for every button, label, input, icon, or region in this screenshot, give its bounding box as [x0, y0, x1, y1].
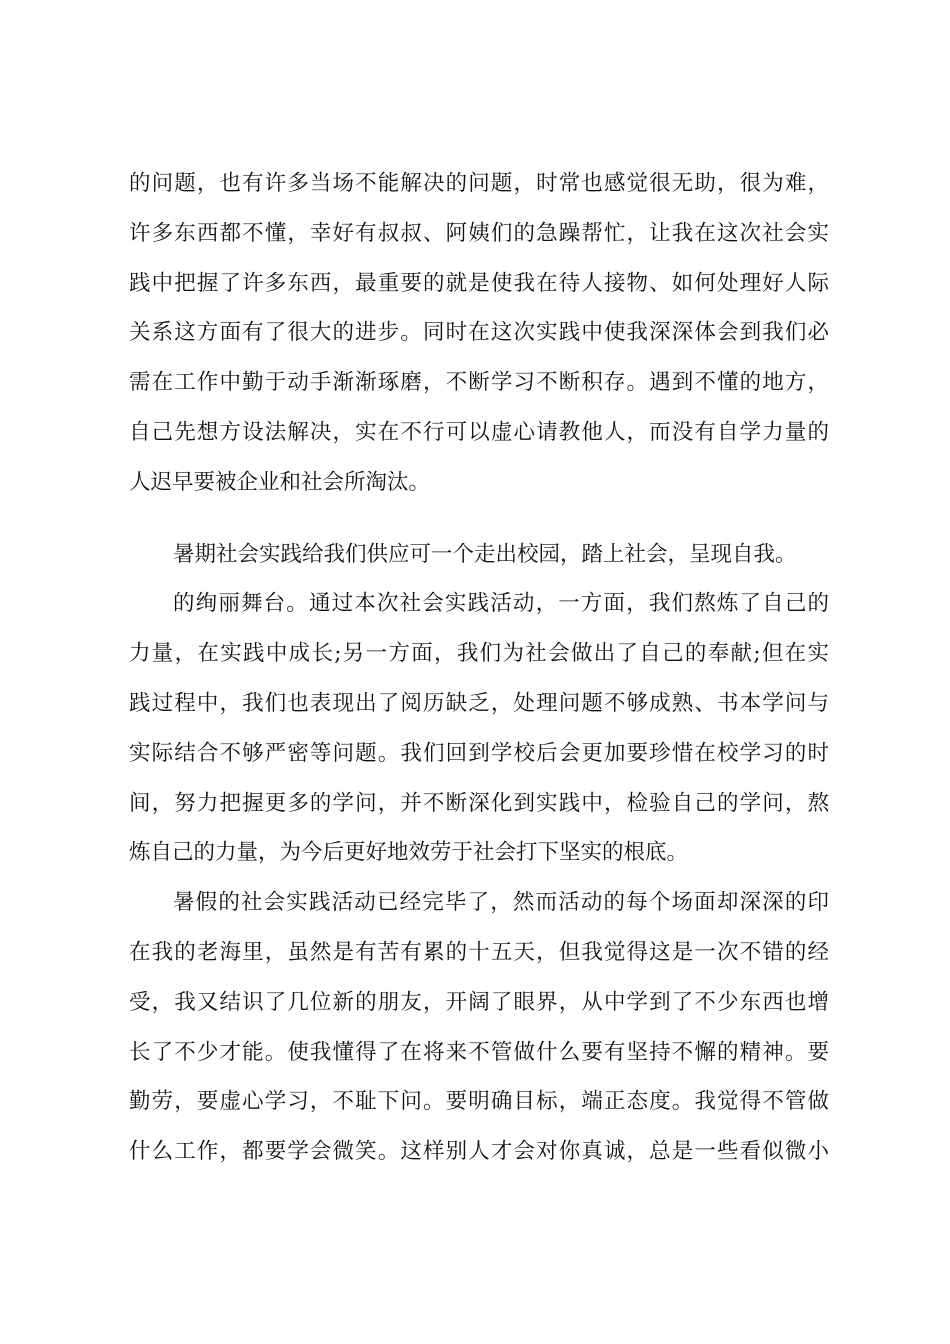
text-line: 暑期社会实践给我们供应可一个走出校园，踏上社会，呈现自我。 — [173, 541, 797, 567]
paragraph — [129, 159, 829, 508]
text-line: 需在工作中勤于动手渐渐琢磨，不断学习不断积存。遇到不懂的地方， — [129, 370, 829, 396]
text-line: 长了不少才能。使我懂得了在将来不管做什么要有坚持不懈的精神。要 — [129, 1039, 829, 1065]
text-line: 人迟早要被企业和社会所淘汰。 — [129, 469, 431, 495]
text-line: 自己先想方设法解决，实在不行可以虚心请教他人，而没有自学力量的 — [129, 419, 829, 445]
text-line: 的绚丽舞台。通过本次社会实践活动，一方面，我们熬炼了自己的 — [173, 591, 829, 617]
paragraph — [129, 878, 829, 1177]
text-line: 许多东西都不懂，幸好有叔叔、阿姨们的急躁帮忙，让我在这次社会实 — [129, 220, 829, 246]
text-line: 炼自己的力量，为今后更好地效劳于社会打下坚实的根底。 — [129, 840, 689, 866]
paragraph — [129, 530, 829, 580]
text-line: 践中把握了许多东西，最重要的就是使我在待人接物、如何处理好人际 — [129, 270, 829, 296]
paragraph — [129, 579, 829, 878]
text-line: 间，努力把握更多的学问，并不断深化到实践中，检验自己的学问，熬 — [129, 790, 829, 816]
text-line: 的问题，也有许多当场不能解决的问题，时常也感觉很无助，很为难， — [129, 171, 829, 196]
text-line: 在我的老海里，虽然是有苦有累的十五天，但我觉得这是一次不错的经 — [129, 939, 829, 965]
text-line: 实际结合不够严密等问题。我们回到学校后会更加要珍惜在校学习的时 — [129, 740, 829, 766]
document-body — [129, 159, 829, 1177]
text-line: 力量，在实践中成长;另一方面，我们为社会做出了自己的奉献;但在实 — [129, 641, 829, 667]
text-line: 关系这方面有了很大的进步。同时在这次实践中使我深深体会到我们必 — [129, 320, 829, 346]
text-line: 受，我又结识了几位新的朋友，开阔了眼界，从中学到了不少东西也增 — [129, 989, 829, 1015]
text-line: 什么工作，都要学会微笑。这样别人才会对你真诚，总是一些看似微小 — [129, 1139, 829, 1165]
text-line: 践过程中，我们也表现出了阅历缺乏，处理问题不够成熟、书本学问与 — [129, 690, 829, 716]
text-line: 勤劳，要虚心学习，不耻下问。要明确目标，端正态度。我觉得不管做 — [129, 1089, 829, 1115]
text-line: 暑假的社会实践活动已经完毕了，然而活动的每个场面却深深的印 — [173, 890, 829, 916]
